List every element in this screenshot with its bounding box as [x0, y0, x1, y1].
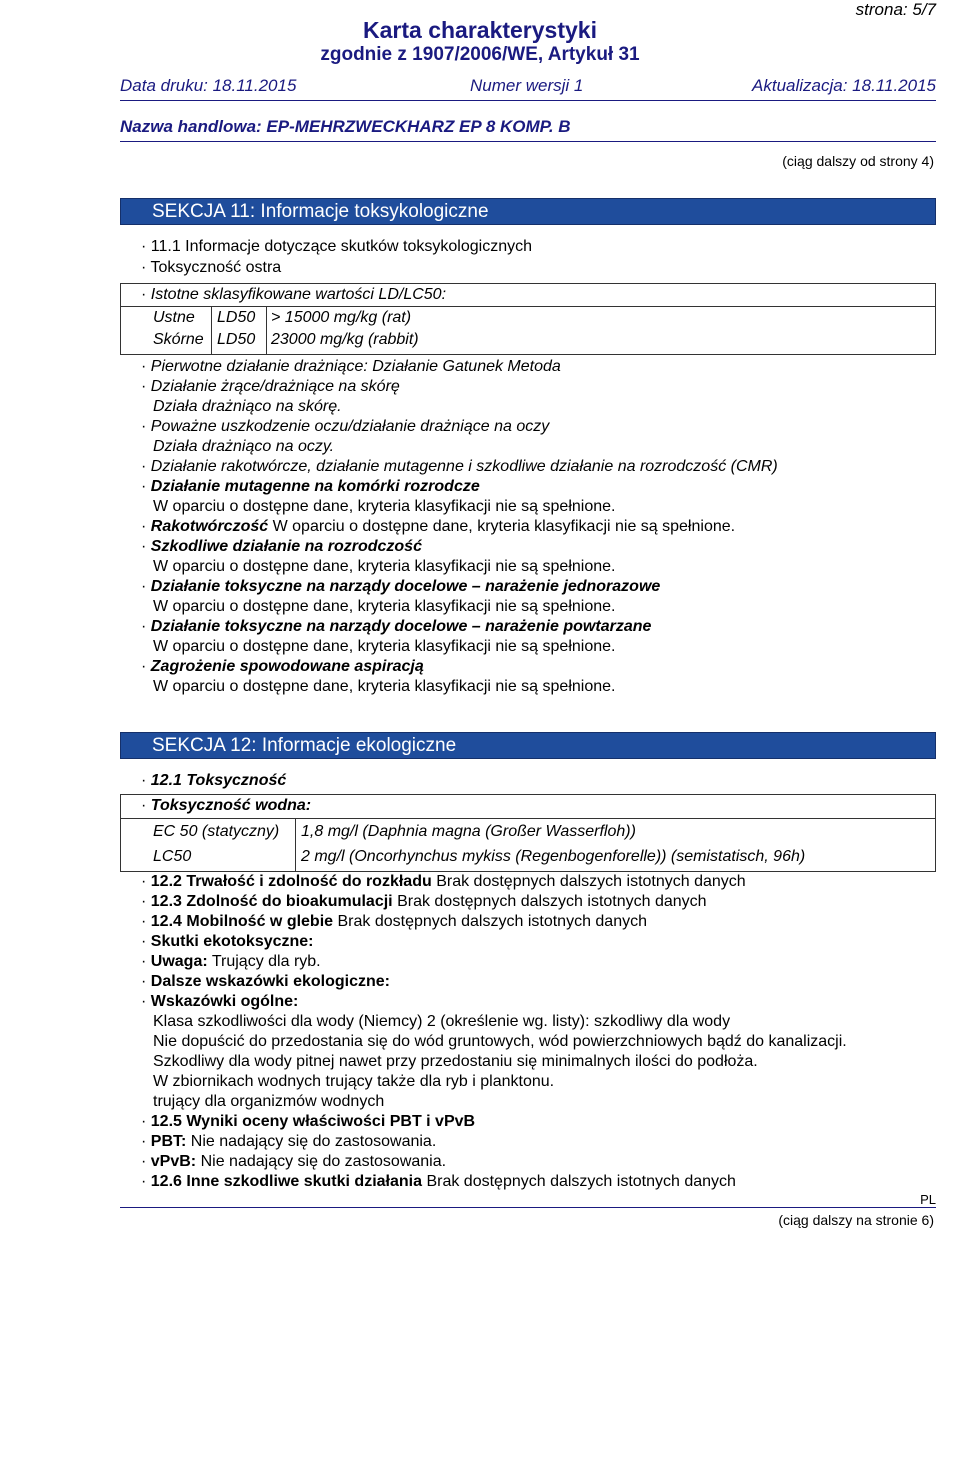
- skin-corrosion-text: Działa drażniąco na skórę.: [153, 398, 342, 415]
- aspiration-text: W oparciu o dostępne dane, kryteria klasyfikacji nie są spełnione.: [153, 678, 616, 695]
- section-12-bar: [120, 732, 936, 759]
- ecotox-heading: · Skutki ekotoksyczne:: [141, 933, 314, 950]
- sub-12-3: · 12.3 Zdolność do bioakumulacji Brak dostępnych dalszych istotnych danych: [141, 893, 707, 910]
- general-line: Nie dopuścić do przedostania się do wód gruntowych, wód powierzchniowych bądź do kanalizacji.: [153, 1033, 847, 1050]
- page-number: strona: 5/7: [855, 0, 936, 19]
- aquatic-table-divider: [120, 818, 936, 819]
- stot-repeat-text: W oparciu o dostępne dane, kryteria klasyfikacji nie są spełnione.: [153, 638, 616, 655]
- aquatic-label: EC 50 (statyczny): [153, 823, 280, 840]
- mutagen-heading: · Działanie mutagenne na komórki rozrodcze: [141, 478, 480, 495]
- acute-toxicity: · Toksyczność ostra: [141, 259, 282, 276]
- skin-corrosion-heading: · Działanie żrące/drażniące na skórę: [141, 378, 400, 395]
- continued-to: (ciąg dalszy na stronie 6): [778, 1212, 934, 1228]
- pbt: · PBT: Nie nadający się do zastosowania.: [141, 1133, 437, 1150]
- cmr-heading: · Działanie rakotwórcze, działanie mutagenne i szkodliwe działanie na rozrodczość (CMR): [141, 458, 778, 475]
- print-date: Data druku: 18.11.2015: [120, 76, 297, 95]
- ld-type: LD50: [217, 309, 256, 326]
- ld-route-oral: Ustne: [153, 309, 195, 326]
- sub-12-5: · 12.5 Wyniki oceny właściwości PBT i vPvB: [141, 1113, 476, 1130]
- note: · Uwaga: Trujący dla ryb.: [141, 953, 321, 970]
- section-12-heading: SEKCJA 12: Informacje ekologiczne: [152, 735, 457, 756]
- aquatic-value: 2 mg/l (Oncorhynchus mykiss (Regenbogenforelle)) (semistatisch, 96h): [301, 848, 806, 865]
- language-code: PL: [920, 1192, 936, 1207]
- footer-divider: [120, 1207, 936, 1208]
- reproductive-text: W oparciu o dostępne dane, kryteria klasyfikacji nie są spełnione.: [153, 558, 616, 575]
- document-title: Karta charakterystyki: [363, 17, 597, 43]
- aquatic-col-divider: [295, 818, 296, 872]
- stot-single-heading: · Działanie toksyczne na narządy docelowe – narażenie jednorazowe: [141, 578, 661, 595]
- general-line: trujący dla organizmów wodnych: [153, 1093, 385, 1110]
- product-name: Nazwa handlowa: EP-MEHRZWECKHARZ EP 8 KOMP. B: [120, 117, 571, 136]
- general-line: W zbiornikach wodnych trujący także dla ryb i planktonu.: [153, 1073, 555, 1090]
- further-heading: · Dalsze wskazówki ekologiczne:: [141, 973, 390, 990]
- eye-damage-text: Działa drażniąco na oczy.: [153, 438, 335, 455]
- ld-type: LD50: [217, 331, 256, 348]
- mutagen-text: W oparciu o dostępne dane, kryteria klasyfikacji nie są spełnione.: [153, 498, 616, 515]
- document-subtitle: zgodnie z 1907/2006/WE, Artykuł 31: [320, 44, 640, 65]
- aquatic-label: LC50: [153, 848, 192, 865]
- vpvb: · vPvB: Nie nadający się do zastosowania.: [141, 1153, 447, 1170]
- eye-damage-heading: · Poważne uszkodzenie oczu/działanie drażniące na oczy: [141, 418, 550, 435]
- general-line: Szkodliwy dla wody pitnej nawet przy przedostaniu się minimalnych ilości do podłoża.: [153, 1053, 758, 1070]
- ld-table-divider: [120, 306, 936, 307]
- version-number: Numer wersji 1: [470, 76, 584, 95]
- section-11-heading: SEKCJA 11: Informacje toksykologiczne: [152, 201, 489, 222]
- general-heading: · Wskazówki ogólne:: [141, 993, 299, 1010]
- carcinogenicity: · Rakotwórczość W oparciu o dostępne dane, kryteria klasyfikacji nie są spełnione.: [141, 518, 736, 535]
- sub-11-1: · 11.1 Informacje dotyczące skutków toksykologicznych: [141, 238, 532, 255]
- ld-value: > 15000 mg/kg (rat): [271, 309, 412, 326]
- general-line: Klasa szkodliwości dla wody (Niemcy) 2 (określenie wg. listy): szkodliwy dla wody: [153, 1013, 731, 1030]
- ld-route-dermal: Skórne: [153, 331, 204, 348]
- aquatic-toxicity-heading: · Toksyczność wodna:: [141, 797, 312, 814]
- continued-from: (ciąg dalszy od strony 4): [782, 153, 934, 169]
- reproductive-heading: · Szkodliwe działanie na rozrodczość: [141, 538, 422, 555]
- ld-col-divider: [211, 306, 212, 355]
- ld-col-divider: [266, 306, 267, 355]
- sub-12-6: · 12.6 Inne szkodliwe skutki działania Brak dostępnych dalszych istotnych danych: [141, 1173, 736, 1190]
- stot-single-text: W oparciu o dostępne dane, kryteria klasyfikacji nie są spełnione.: [153, 598, 616, 615]
- sub-12-4: · 12.4 Mobilność w glebie Brak dostępnych dalszych istotnych danych: [141, 913, 647, 930]
- sub-12-2: · 12.2 Trwałość i zdolność do rozkładu Brak dostępnych dalszych istotnych danych: [141, 873, 746, 890]
- aquatic-value: 1,8 mg/l (Daphnia magna (Großer Wasserfloh)): [301, 823, 636, 840]
- ld-value: 23000 mg/kg (rabbit): [271, 331, 419, 348]
- header-divider: [120, 100, 936, 101]
- sub-12-1: · 12.1 Toksyczność: [141, 772, 287, 789]
- ld-heading: · Istotne sklasyfikowane wartości LD/LC50:: [141, 286, 447, 303]
- stot-repeat-heading: · Działanie toksyczne na narządy docelowe – narażenie powtarzane: [141, 618, 652, 635]
- section-11-bar: [120, 198, 936, 225]
- primary-irritation: · Pierwotne działanie drażniące: Działanie Gatunek Metoda: [141, 358, 561, 375]
- aspiration-heading: · Zagrożenie spowodowane aspiracją: [141, 658, 424, 675]
- product-divider: [120, 141, 936, 142]
- update-date: Aktualizacja: 18.11.2015: [752, 76, 936, 95]
